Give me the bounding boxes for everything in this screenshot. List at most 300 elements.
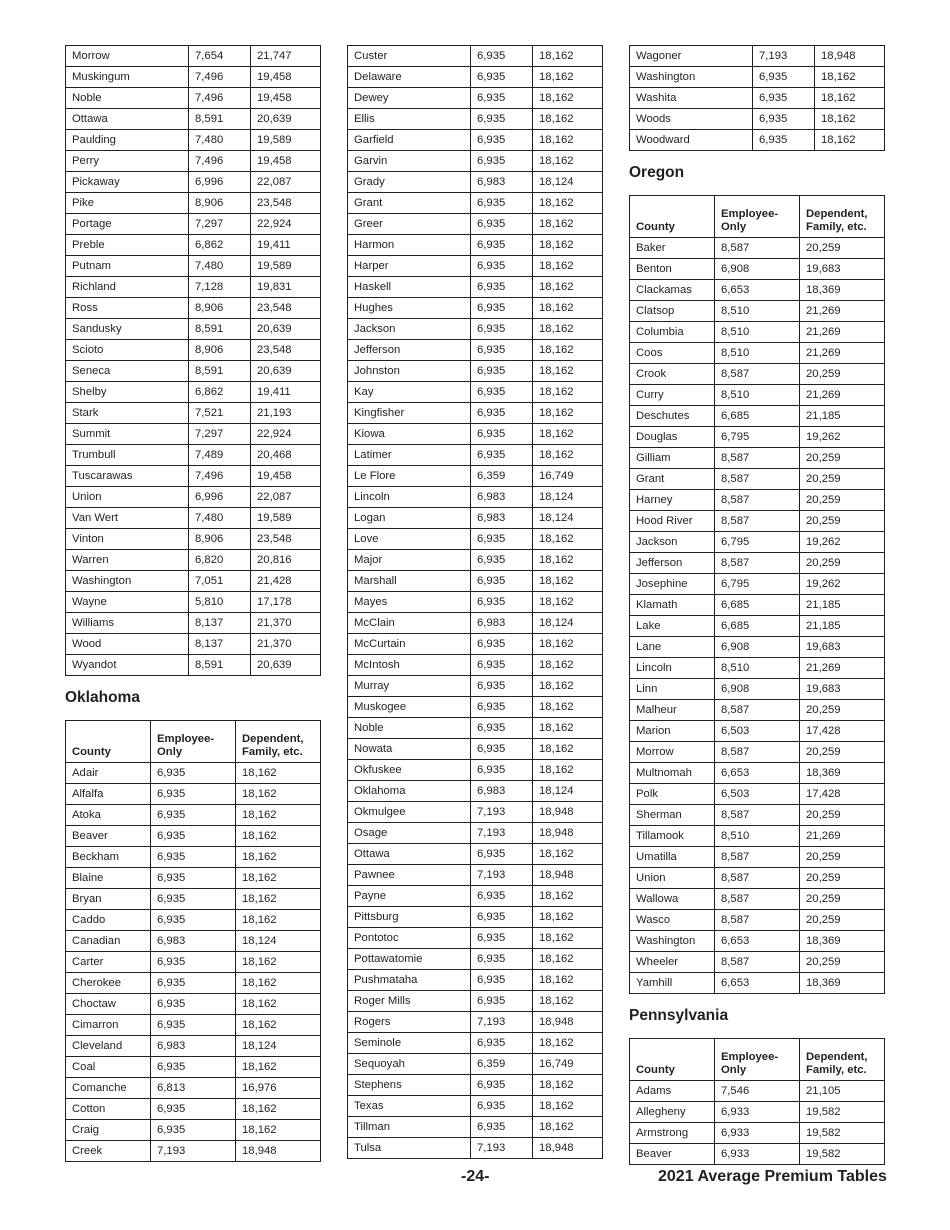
county-cell: Coos xyxy=(630,343,715,364)
column-3 xyxy=(629,45,885,1165)
table-row xyxy=(66,550,321,571)
table-row xyxy=(630,259,885,280)
county-cell: McCurtain xyxy=(348,634,471,655)
dependent-cell: 18,162 xyxy=(533,67,603,88)
employee-only-cell: 6,983 xyxy=(471,613,533,634)
table-row xyxy=(348,508,603,529)
table-row xyxy=(348,655,603,676)
dependent-cell: 17,428 xyxy=(800,784,885,805)
dependent-cell: 18,162 xyxy=(533,361,603,382)
employee-only-cell: 6,935 xyxy=(151,910,236,931)
county-cell: Douglas xyxy=(630,427,715,448)
dependent-cell: 19,411 xyxy=(251,382,321,403)
dependent-cell: 16,976 xyxy=(236,1078,321,1099)
employee-only-cell: 6,935 xyxy=(151,994,236,1015)
table-row xyxy=(66,256,321,277)
table-row xyxy=(630,910,885,931)
table-row xyxy=(630,511,885,532)
table-row xyxy=(66,88,321,109)
table-row xyxy=(630,448,885,469)
page-number: -24- xyxy=(461,1168,490,1185)
dependent-cell: 19,262 xyxy=(800,574,885,595)
dependent-cell: 18,369 xyxy=(800,931,885,952)
county-cell: Pittsburg xyxy=(348,907,471,928)
county-cell: Adair xyxy=(66,763,151,784)
table-row xyxy=(630,67,885,88)
dependent-cell: 18,162 xyxy=(533,970,603,991)
county-cell: Noble xyxy=(348,718,471,739)
county-cell: Grant xyxy=(348,193,471,214)
dependent-cell: 18,948 xyxy=(533,1012,603,1033)
table-row xyxy=(348,760,603,781)
county-cell: Curry xyxy=(630,385,715,406)
table-row xyxy=(630,616,885,637)
dependent-cell: 20,639 xyxy=(251,361,321,382)
employee-only-cell: 6,935 xyxy=(753,67,815,88)
dependent-cell: 21,269 xyxy=(800,385,885,406)
dependent-cell: 18,162 xyxy=(533,424,603,445)
dependent-cell: 21,185 xyxy=(800,616,885,637)
table-row xyxy=(630,301,885,322)
table-row xyxy=(630,952,885,973)
table-row xyxy=(630,868,885,889)
table-row xyxy=(66,424,321,445)
dependent-cell: 18,162 xyxy=(533,592,603,613)
employee-only-cell: 6,795 xyxy=(715,532,800,553)
county-cell: Harney xyxy=(630,490,715,511)
employee-only-cell: 8,137 xyxy=(189,613,251,634)
dependent-cell: 18,162 xyxy=(236,889,321,910)
table-row xyxy=(348,361,603,382)
county-cell: Coal xyxy=(66,1057,151,1078)
table-row xyxy=(348,88,603,109)
employee-only-cell: 6,935 xyxy=(151,784,236,805)
table-row xyxy=(348,466,603,487)
table-row xyxy=(630,130,885,151)
county-cell: Cotton xyxy=(66,1099,151,1120)
county-cell: Richland xyxy=(66,277,189,298)
table-row xyxy=(348,802,603,823)
table-row xyxy=(66,634,321,655)
table-row xyxy=(630,805,885,826)
dependent-cell: 18,162 xyxy=(236,910,321,931)
employee-only-cell: 6,935 xyxy=(471,382,533,403)
table-row xyxy=(630,574,885,595)
county-cell: Morrow xyxy=(66,46,189,67)
dependent-cell: 18,162 xyxy=(533,571,603,592)
table-row xyxy=(66,214,321,235)
table-header xyxy=(630,1039,885,1081)
county-cell: Washington xyxy=(630,67,753,88)
employee-only-cell: 6,935 xyxy=(471,928,533,949)
header-dependent: Dependent, Family, etc. xyxy=(800,1039,885,1081)
dependent-cell: 21,428 xyxy=(251,571,321,592)
table-row xyxy=(348,739,603,760)
employee-only-cell: 6,935 xyxy=(471,256,533,277)
dependent-cell: 21,105 xyxy=(800,1081,885,1102)
employee-only-cell: 8,587 xyxy=(715,910,800,931)
employee-only-cell: 6,935 xyxy=(471,655,533,676)
county-cell: Hood River xyxy=(630,511,715,532)
county-cell: Hughes xyxy=(348,298,471,319)
table-row xyxy=(66,403,321,424)
table-row xyxy=(348,151,603,172)
table-row xyxy=(66,1120,321,1141)
county-cell: Yamhill xyxy=(630,973,715,994)
table-row xyxy=(348,445,603,466)
dependent-cell: 18,162 xyxy=(533,760,603,781)
employee-only-cell: 6,795 xyxy=(715,574,800,595)
employee-only-cell: 6,935 xyxy=(753,130,815,151)
county-cell: Armstrong xyxy=(630,1123,715,1144)
county-cell: Jackson xyxy=(630,532,715,553)
employee-only-cell: 7,297 xyxy=(189,424,251,445)
dependent-cell: 19,582 xyxy=(800,1123,885,1144)
dependent-cell: 21,185 xyxy=(800,406,885,427)
county-cell: Woods xyxy=(630,109,753,130)
table-row xyxy=(348,277,603,298)
employee-only-cell: 6,935 xyxy=(471,277,533,298)
table-row xyxy=(630,784,885,805)
table-row xyxy=(66,931,321,952)
dependent-cell: 18,162 xyxy=(533,1075,603,1096)
dependent-cell: 17,178 xyxy=(251,592,321,613)
employee-only-cell: 8,591 xyxy=(189,655,251,676)
county-cell: Jackson xyxy=(348,319,471,340)
employee-only-cell: 6,935 xyxy=(471,970,533,991)
table-row xyxy=(348,676,603,697)
table-row xyxy=(66,1099,321,1120)
dependent-cell: 19,683 xyxy=(800,259,885,280)
employee-only-cell: 8,591 xyxy=(189,109,251,130)
county-cell: Benton xyxy=(630,259,715,280)
dependent-cell: 18,162 xyxy=(236,1120,321,1141)
table-row xyxy=(630,427,885,448)
employee-only-cell: 6,983 xyxy=(151,1036,236,1057)
dependent-cell: 19,831 xyxy=(251,277,321,298)
county-cell: Dewey xyxy=(348,88,471,109)
table-row xyxy=(348,550,603,571)
table-row xyxy=(630,1144,885,1165)
dependent-cell: 18,124 xyxy=(236,931,321,952)
dependent-cell: 23,548 xyxy=(251,529,321,550)
table-row xyxy=(348,781,603,802)
employee-only-cell: 7,480 xyxy=(189,256,251,277)
employee-only-cell: 7,193 xyxy=(471,802,533,823)
employee-only-cell: 8,137 xyxy=(189,634,251,655)
employee-only-cell: 6,983 xyxy=(471,172,533,193)
table-row xyxy=(66,193,321,214)
table-row xyxy=(348,718,603,739)
table-row xyxy=(66,1036,321,1057)
employee-only-cell: 6,935 xyxy=(151,847,236,868)
employee-only-cell: 8,510 xyxy=(715,658,800,679)
county-cell: Malheur xyxy=(630,700,715,721)
table-row xyxy=(66,508,321,529)
county-cell: Shelby xyxy=(66,382,189,403)
employee-only-cell: 6,503 xyxy=(715,784,800,805)
county-cell: Seneca xyxy=(66,361,189,382)
employee-only-cell: 6,653 xyxy=(715,973,800,994)
county-cell: Columbia xyxy=(630,322,715,343)
county-cell: Caddo xyxy=(66,910,151,931)
county-cell: Haskell xyxy=(348,277,471,298)
table-row xyxy=(66,130,321,151)
table-row xyxy=(66,826,321,847)
table-row xyxy=(66,382,321,403)
county-cell: Washington xyxy=(630,931,715,952)
employee-only-cell: 6,933 xyxy=(715,1102,800,1123)
dependent-cell: 21,269 xyxy=(800,826,885,847)
dependent-cell: 18,162 xyxy=(533,718,603,739)
table-row xyxy=(630,721,885,742)
dependent-cell: 18,162 xyxy=(533,445,603,466)
county-cell: Marion xyxy=(630,721,715,742)
county-cell: Polk xyxy=(630,784,715,805)
table-row xyxy=(348,823,603,844)
table-row xyxy=(348,298,603,319)
table-row xyxy=(66,889,321,910)
table-row xyxy=(66,784,321,805)
table-row xyxy=(66,529,321,550)
county-cell: Wheeler xyxy=(630,952,715,973)
dependent-cell: 21,269 xyxy=(800,301,885,322)
employee-only-cell: 7,193 xyxy=(471,865,533,886)
dependent-cell: 18,162 xyxy=(533,277,603,298)
dependent-cell: 19,262 xyxy=(800,427,885,448)
employee-only-cell: 8,906 xyxy=(189,529,251,550)
employee-only-cell: 8,587 xyxy=(715,364,800,385)
county-cell: Wood xyxy=(66,634,189,655)
dependent-cell: 18,162 xyxy=(236,952,321,973)
dependent-cell: 20,259 xyxy=(800,952,885,973)
dependent-cell: 23,548 xyxy=(251,193,321,214)
employee-only-cell: 6,935 xyxy=(471,949,533,970)
table-row xyxy=(630,826,885,847)
dependent-cell: 21,747 xyxy=(251,46,321,67)
oklahoma-table xyxy=(65,720,321,1162)
employee-only-cell: 6,935 xyxy=(471,886,533,907)
table-row xyxy=(348,592,603,613)
dependent-cell: 20,259 xyxy=(800,238,885,259)
dependent-cell: 18,948 xyxy=(533,865,603,886)
table-header xyxy=(66,721,321,763)
table-row xyxy=(66,655,321,676)
table-row xyxy=(66,952,321,973)
employee-only-cell: 6,935 xyxy=(471,46,533,67)
table-row xyxy=(66,466,321,487)
employee-only-cell: 6,983 xyxy=(471,781,533,802)
county-cell: Custer xyxy=(348,46,471,67)
employee-only-cell: 8,587 xyxy=(715,700,800,721)
table-row xyxy=(348,928,603,949)
county-cell: Kay xyxy=(348,382,471,403)
table-row xyxy=(66,172,321,193)
county-cell: Lane xyxy=(630,637,715,658)
employee-only-cell: 8,510 xyxy=(715,343,800,364)
table-row xyxy=(630,469,885,490)
employee-only-cell: 6,653 xyxy=(715,763,800,784)
table-row xyxy=(348,235,603,256)
dependent-cell: 18,162 xyxy=(533,256,603,277)
employee-only-cell: 8,591 xyxy=(189,319,251,340)
table-row xyxy=(66,613,321,634)
employee-only-cell: 8,587 xyxy=(715,553,800,574)
dependent-cell: 21,269 xyxy=(800,658,885,679)
county-cell: Beaver xyxy=(66,826,151,847)
employee-only-cell: 6,983 xyxy=(471,508,533,529)
county-cell: Logan xyxy=(348,508,471,529)
county-cell: Okfuskee xyxy=(348,760,471,781)
dependent-cell: 18,162 xyxy=(533,886,603,907)
employee-only-cell: 6,908 xyxy=(715,679,800,700)
table-row xyxy=(66,592,321,613)
dependent-cell: 18,162 xyxy=(533,46,603,67)
header-county: County xyxy=(630,196,715,238)
employee-only-cell: 8,587 xyxy=(715,847,800,868)
table-row xyxy=(348,130,603,151)
table-row xyxy=(630,889,885,910)
table-row xyxy=(348,319,603,340)
dependent-cell: 21,193 xyxy=(251,403,321,424)
table-row xyxy=(348,193,603,214)
county-cell: Murray xyxy=(348,676,471,697)
county-cell: Portage xyxy=(66,214,189,235)
employee-only-cell: 6,935 xyxy=(471,739,533,760)
county-cell: Rogers xyxy=(348,1012,471,1033)
employee-only-cell: 6,685 xyxy=(715,406,800,427)
county-cell: Kingfisher xyxy=(348,403,471,424)
dependent-cell: 18,124 xyxy=(533,613,603,634)
column-1 xyxy=(65,45,321,1162)
employee-only-cell: 7,480 xyxy=(189,508,251,529)
table-row xyxy=(630,406,885,427)
table-row xyxy=(630,847,885,868)
county-cell: McClain xyxy=(348,613,471,634)
employee-only-cell: 6,935 xyxy=(151,868,236,889)
employee-only-cell: 8,587 xyxy=(715,952,800,973)
county-cell: Tillamook xyxy=(630,826,715,847)
employee-only-cell: 6,935 xyxy=(471,1033,533,1054)
county-cell: Stark xyxy=(66,403,189,424)
table-row xyxy=(630,343,885,364)
employee-only-cell: 6,935 xyxy=(151,1015,236,1036)
employee-only-cell: 7,128 xyxy=(189,277,251,298)
county-cell: Stephens xyxy=(348,1075,471,1096)
employee-only-cell: 6,503 xyxy=(715,721,800,742)
dependent-cell: 20,259 xyxy=(800,469,885,490)
table-row xyxy=(348,256,603,277)
county-cell: McIntosh xyxy=(348,655,471,676)
employee-only-cell: 6,935 xyxy=(471,676,533,697)
county-cell: Cleveland xyxy=(66,1036,151,1057)
header-dependent: Dependent, Family, etc. xyxy=(800,196,885,238)
county-cell: Canadian xyxy=(66,931,151,952)
dependent-cell: 20,259 xyxy=(800,910,885,931)
dependent-cell: 18,162 xyxy=(533,214,603,235)
dependent-cell: 21,269 xyxy=(800,322,885,343)
county-cell: Pawnee xyxy=(348,865,471,886)
table-row xyxy=(630,658,885,679)
employee-only-cell: 7,489 xyxy=(189,445,251,466)
dependent-cell: 18,162 xyxy=(236,973,321,994)
county-cell: Texas xyxy=(348,1096,471,1117)
employee-only-cell: 8,591 xyxy=(189,361,251,382)
dependent-cell: 18,162 xyxy=(533,340,603,361)
table-row xyxy=(66,571,321,592)
oregon-table xyxy=(629,195,885,994)
table-row xyxy=(348,970,603,991)
table-row xyxy=(348,1075,603,1096)
county-cell: Klamath xyxy=(630,595,715,616)
county-cell: Johnston xyxy=(348,361,471,382)
table-row xyxy=(630,322,885,343)
employee-only-cell: 7,496 xyxy=(189,67,251,88)
employee-only-cell: 6,908 xyxy=(715,637,800,658)
dependent-cell: 18,124 xyxy=(533,172,603,193)
county-cell: Lake xyxy=(630,616,715,637)
employee-only-cell: 7,496 xyxy=(189,466,251,487)
dependent-cell: 20,259 xyxy=(800,700,885,721)
dependent-cell: 18,162 xyxy=(533,109,603,130)
county-cell: Van Wert xyxy=(66,508,189,529)
county-cell: Delaware xyxy=(348,67,471,88)
employee-only-cell: 6,933 xyxy=(715,1144,800,1165)
dependent-cell: 18,369 xyxy=(800,763,885,784)
table-row xyxy=(348,1012,603,1033)
county-cell: Kiowa xyxy=(348,424,471,445)
table-row xyxy=(348,382,603,403)
table-header xyxy=(630,196,885,238)
county-cell: Clackamas xyxy=(630,280,715,301)
table-row xyxy=(348,991,603,1012)
employee-only-cell: 8,587 xyxy=(715,742,800,763)
employee-only-cell: 7,654 xyxy=(189,46,251,67)
table-row xyxy=(348,613,603,634)
dependent-cell: 18,162 xyxy=(533,298,603,319)
employee-only-cell: 6,862 xyxy=(189,382,251,403)
employee-only-cell: 6,935 xyxy=(471,109,533,130)
county-cell: Linn xyxy=(630,679,715,700)
county-cell: Tuscarawas xyxy=(66,466,189,487)
employee-only-cell: 7,496 xyxy=(189,88,251,109)
dependent-cell: 18,162 xyxy=(533,949,603,970)
dependent-cell: 18,162 xyxy=(533,1096,603,1117)
county-cell: Muskogee xyxy=(348,697,471,718)
county-cell: Pottawatomie xyxy=(348,949,471,970)
county-cell: Jefferson xyxy=(348,340,471,361)
county-cell: Love xyxy=(348,529,471,550)
county-cell: Umatilla xyxy=(630,847,715,868)
employee-only-cell: 6,935 xyxy=(471,571,533,592)
pennsylvania-table xyxy=(629,1038,885,1165)
dependent-cell: 18,162 xyxy=(533,382,603,403)
dependent-cell: 18,162 xyxy=(236,1099,321,1120)
county-cell: Blaine xyxy=(66,868,151,889)
employee-only-cell: 6,983 xyxy=(471,487,533,508)
dependent-cell: 18,162 xyxy=(236,763,321,784)
dependent-cell: 18,162 xyxy=(815,67,885,88)
dependent-cell: 22,087 xyxy=(251,487,321,508)
employee-only-cell: 6,935 xyxy=(471,760,533,781)
dependent-cell: 20,639 xyxy=(251,655,321,676)
county-cell: Pontotoc xyxy=(348,928,471,949)
county-cell: Payne xyxy=(348,886,471,907)
county-cell: Cherokee xyxy=(66,973,151,994)
dependent-cell: 18,162 xyxy=(533,151,603,172)
employee-only-cell: 6,685 xyxy=(715,595,800,616)
table-row xyxy=(630,742,885,763)
